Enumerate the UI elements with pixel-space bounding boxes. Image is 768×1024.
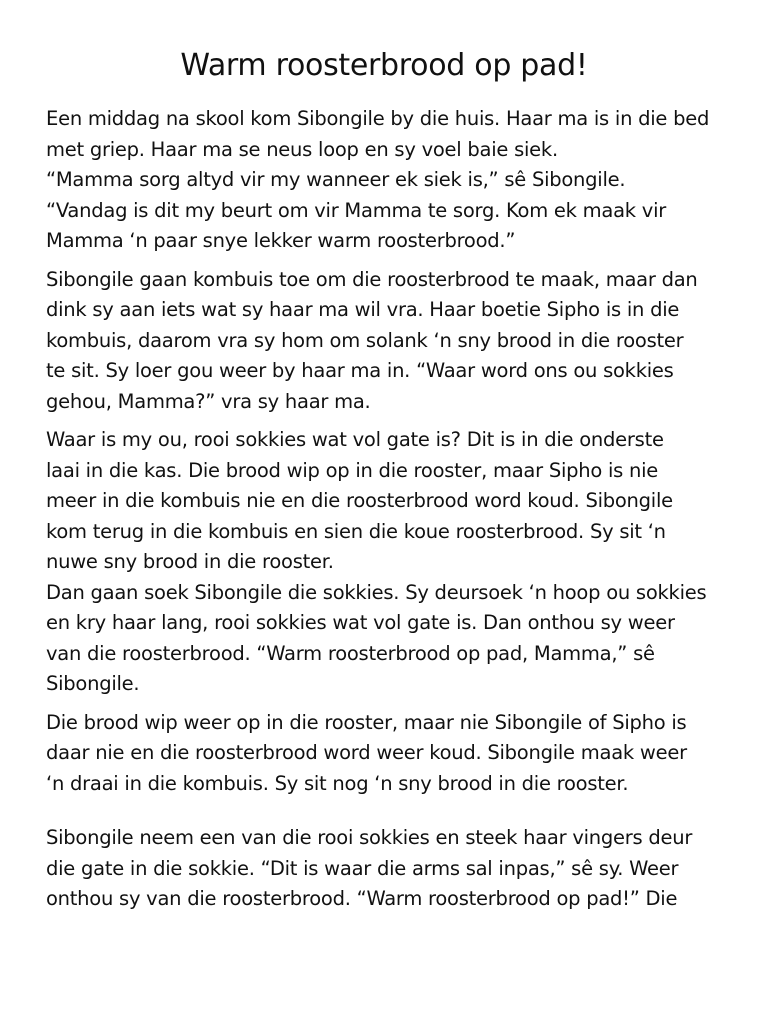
text-line: Dan gaan soek Sibongile die sokkies. Sy deursoek ‘n hoop ou sokkies: [46, 580, 707, 604]
paragraph-gap: [46, 700, 736, 708]
paragraph-4: [46, 708, 736, 800]
text-line: “Mamma sorg altyd vir my wanneer ek siek is,” sê Sibongile.: [46, 168, 626, 191]
paragraph-2: [46, 265, 736, 418]
text-line: laai in die kas. Die brood wip op in die rooster, maar Sipho is nie: [46, 458, 659, 482]
text-line: Sibongile.: [46, 672, 140, 695]
text-line: nuwe sny brood in die rooster.: [46, 550, 334, 573]
text-line: gehou, Mamma?” vra sy haar ma.: [46, 389, 371, 413]
paragraph-5: [46, 823, 736, 915]
text-line: met griep. Haar ma se neus loop en sy voel baie siek.: [46, 137, 558, 161]
paragraph-gap: [46, 257, 736, 265]
paragraph-3: [46, 425, 736, 700]
paragraph-gap: [46, 799, 736, 823]
text-line: dink sy aan iets wat sy haar ma wil vra. Haar boetie Sipho is in die: [46, 298, 680, 321]
text-line: kombuis, daarom vra sy hom om solank ‘n sny brood in die rooster: [46, 328, 684, 352]
text-line: Sibongile gaan kombuis toe om die roosterbrood te maak, maar dan: [46, 267, 698, 291]
text-line: Die brood wip weer op in die rooster, maar nie Sibongile of Sipho is: [46, 710, 687, 734]
text-line: Sibongile neem een van die rooi sokkies en steek haar vingers deur: [46, 826, 693, 849]
text-line: kom terug in die kombuis en sien die koue roosterbrood. Sy sit ‘n: [46, 519, 666, 543]
paragraph-gap: [46, 417, 736, 425]
text-line: en kry haar lang, rooi sokkies wat vol gate is. Dan onthou sy weer: [46, 611, 675, 634]
page-title: Warm roosterbrood op pad!: [180, 48, 588, 83]
text-line: te sit. Sy loer gou weer by haar ma in. “Waar word ons ou sokkies: [46, 359, 674, 382]
text-line: Waar is my ou, rooi sokkies wat vol gate is? Dit is in die onderste: [46, 428, 664, 451]
text-line: meer in die kombuis nie en die roosterbrood word koud. Sibongile: [46, 489, 673, 512]
text-line: die gate in die sokkie. “Dit is waar die arms sal inpas,” sê sy. Weer: [46, 856, 679, 880]
text-line: ‘n draai in die kombuis. Sy sit nog ‘n sny brood in die rooster.: [46, 771, 629, 795]
text-line: Mamma ‘n paar snye lekker warm roosterbrood.”: [46, 229, 516, 252]
text-line: daar nie en die roosterbrood word weer koud. Sibongile maak weer: [46, 741, 687, 764]
text-line: Een middag na skool kom Sibongile by die huis. Haar ma is in die bed: [46, 107, 710, 130]
paragraph-1: [46, 104, 736, 257]
text-line: onthou sy van die roosterbrood. “Warm roosterbrood op pad!” Die: [46, 887, 678, 910]
text-line: van die roosterbrood. “Warm roosterbrood op pad, Mamma,” sê: [46, 641, 655, 665]
text-line: “Vandag is dit my beurt om vir Mamma te sorg. Kom ek maak vir: [46, 198, 667, 222]
story-body: [46, 104, 736, 915]
